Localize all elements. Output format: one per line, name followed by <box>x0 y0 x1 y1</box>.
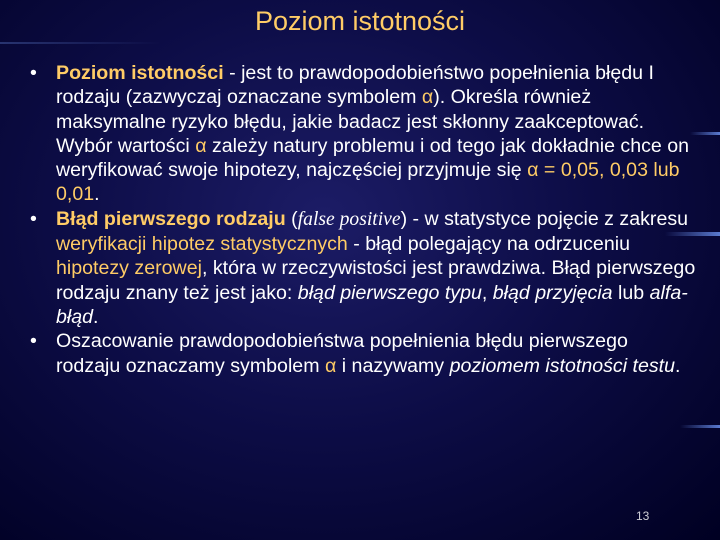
term-alpha-error: alfa-błąd <box>56 281 688 328</box>
text-segment: , <box>481 281 493 304</box>
slide-title: Poziom istotności <box>254 6 466 36</box>
text-segment: . <box>675 354 681 377</box>
bullet-icon: • <box>30 330 37 353</box>
term-test-significance-level: poziomem istotności testu <box>449 354 675 377</box>
text-segment: lub <box>612 281 650 304</box>
text-segment: ). Określa również maksymalne ryzyko błędu, jakie badacz jest skłonny zaakceptować. Wybór wartości <box>56 86 645 157</box>
term-acceptance-error: błąd przyjęcia <box>492 281 613 304</box>
bullet-item-significance-level <box>26 61 696 207</box>
term-type-one-error: Błąd pierwszego rodzaju <box>56 207 286 230</box>
text-segment: i nazywamy <box>336 354 450 377</box>
term-significance-level: Poziom istotności <box>56 62 224 84</box>
slide-body <box>26 61 696 378</box>
link-hypothesis-testing[interactable]: weryfikacji hipotez statystycznych <box>56 233 348 256</box>
bullet-item-type-one-error <box>26 207 696 329</box>
alpha-symbol: α <box>195 134 207 157</box>
text-segment: - jest to prawdopodobieństwo popełnienia błędu I rodzaju (zazwyczaj oznaczane symbolem <box>56 62 654 109</box>
text-segment: ( <box>285 207 298 230</box>
bullet-item-estimation <box>26 329 696 378</box>
alpha-symbol: α <box>421 86 434 109</box>
page-number: 13 <box>636 509 650 523</box>
text-segment: . <box>94 183 100 206</box>
term-false-positive: false positive <box>297 208 401 230</box>
decorative-bar <box>680 425 720 428</box>
text-segment: , która w rzeczywistości jest prawdziwa. Błąd pierwszego rodzaju znany też jest jako: <box>56 257 696 304</box>
text-segment: Oszacowanie prawdopodobieństwa popełnienia błędu pierwszego rodzaju oznaczamy symbolem <box>56 330 628 377</box>
text-segment: zależy natury problemu i od tego jak dokładnie chce on weryfikować swoje hipotezy, najczęściej przyjmuje się <box>56 134 690 182</box>
text-segment: . <box>93 305 99 328</box>
alpha-symbol: α <box>324 354 337 377</box>
link-null-hypothesis[interactable]: hipotezy zerowej <box>56 257 202 280</box>
text-segment: ) - w statystyce pojęcie z zakresu <box>400 207 689 230</box>
decorative-bar <box>0 42 160 44</box>
text-segment: - błąd polegający na odrzuceniu <box>347 233 630 256</box>
bullet-icon: • <box>30 62 37 84</box>
term-first-type-error: błąd pierwszego typu <box>297 281 482 304</box>
alpha-values: α = 0,05, 0,03 lub 0,01 <box>56 159 680 206</box>
bullet-icon: • <box>30 207 37 230</box>
